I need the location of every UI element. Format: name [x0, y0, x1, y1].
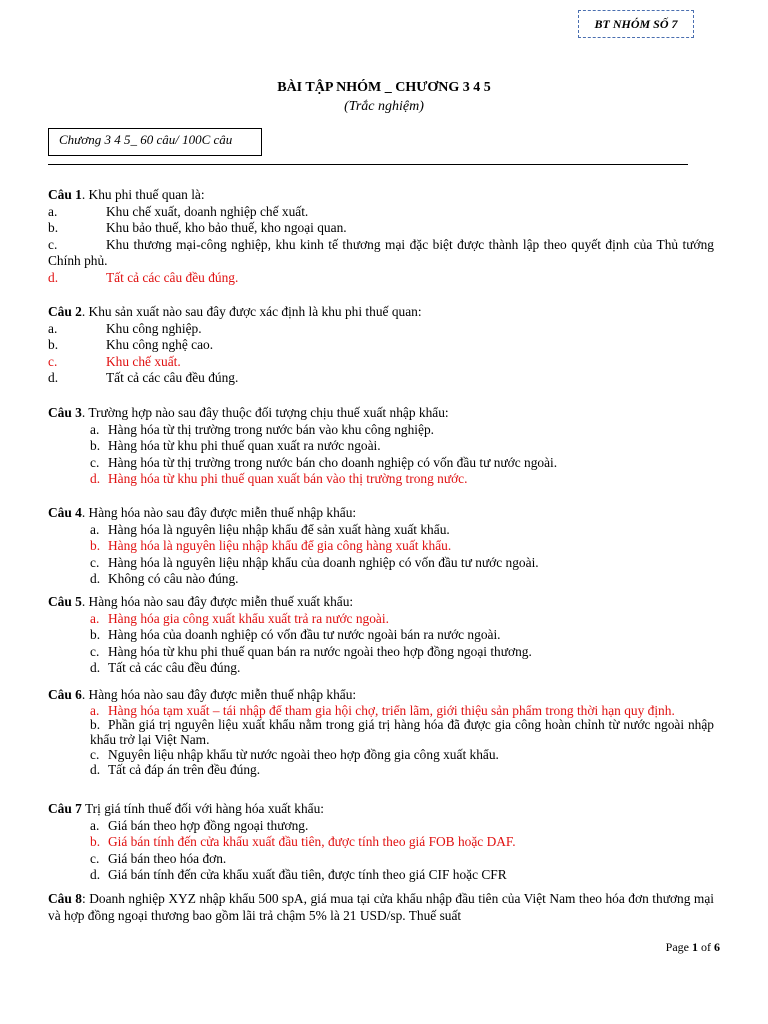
option-b: b. Khu bảo thuế, kho bảo thuế, kho ngoại quan. [48, 220, 347, 235]
divider [48, 164, 688, 165]
document-title: BÀI TẬP NHÓM _ CHƯƠNG 3 4 5 [277, 80, 491, 95]
option-c: c. Khu thương mại-công nghiệp, khu kinh tế thương mại đặc biệt được thành lập theo quyết định của Thủ tướng Chính phủ. [48, 236, 714, 268]
option-c: c. Hàng hóa từ khu phi thuế quan bán ra nước ngoài theo hợp đồng ngoại thương. [90, 643, 532, 659]
question-6: Câu 6. Hàng hóa nào sau đây được miễn thuế nhập khẩu: a. Hàng hóa tạm xuất – tái nhập để tham gia hội chợ, triển lãm, giới thiệu sản phẩm trong thời hạn quy định. b. Phần giá trị nguyên liệu xuất khẩu nằm trong giá trị hàng hóa đã được gia công hoàn chỉnh từ nước ngoài nhập khẩu trở lại Việt Nam. c. Nguyên liệu nhập khẩu từ nước ngoài theo hợp đồng gia công xuất khẩu. d. Tất cả đáp án trên đều đúng. [48, 687, 714, 777]
document-subtitle: (Trắc nghiệm) [344, 99, 424, 114]
question-5: Câu 5. Hàng hóa nào sau đây được miễn thuế xuất khẩu: a. Hàng hóa gia công xuất khẩu xuất trả ra nước ngoài. b. Hàng hóa của doanh nghiệp có vốn đầu tư nước ngoài bán ra nước ngoài. c. Hàng hóa từ khu phi thuế quan bán ra nước ngoài theo hợp đồng ngoại thương. d. Tất cả các câu đều đúng. [48, 594, 714, 677]
option-c: c. Nguyên liệu nhập khẩu từ nước ngoài theo hợp đồng gia công xuất khẩu. [90, 747, 499, 762]
option-b-answer: b. Hàng hóa là nguyên liệu nhập khẩu để gia công hàng xuất khẩu. [90, 538, 452, 553]
option-a: a. Hàng hóa là nguyên liệu nhập khẩu để sản xuất hàng xuất khẩu. [90, 521, 450, 537]
question-number: Câu 1 [48, 187, 82, 202]
option-a-answer: a. Hàng hóa tạm xuất – tái nhập để tham gia hội chợ, triển lãm, giới thiệu sản phẩm trong thời hạn quy định. [90, 702, 675, 718]
option-b: b. Hàng hóa của doanh nghiệp có vốn đầu tư nước ngoài bán ra nước ngoài. [90, 627, 501, 642]
question-2: Câu 2. Khu sản xuất nào sau đây được xác định là khu phi thuế quan: a. Khu công nghiệp. b. Khu công nghệ cao. c. Khu chế xuất. d. Tất cả các câu đều đúng. [48, 304, 714, 387]
option-b: b. Phần giá trị nguyên liệu xuất khẩu nằm trong giá trị hàng hóa đã được gia công hoàn chỉnh từ nước ngoài nhập khẩu trở lại Việt Nam. [90, 717, 714, 747]
question-8: Câu 8: Doanh nghiệp XYZ nhập khẩu 500 spA, giá mua tại cửa khẩu nhập đầu tiên của Việt Nam theo hóa đơn thương mại và hợp đồng ngoại thương bao gồm lãi trả chậm 5% là 21 USD/sp. Thuế suất [48, 891, 714, 923]
option-c: c. Hàng hóa từ thị trường trong nước bán cho doanh nghiệp có vốn đầu tư nước ngoài. [90, 454, 558, 470]
option-b: b. Hàng hóa từ khu phi thuế quan xuất ra nước ngoài. [90, 438, 381, 453]
group-badge: BT NHÓM SỐ 7 [578, 10, 694, 38]
chapter-box: Chương 3 4 5_ 60 câu/ 100C câu [48, 128, 262, 156]
option-d: d. Giá bán tính đến cửa khẩu xuất đầu tiên, được tính theo giá CIF hoặc CFR [90, 867, 507, 882]
option-a: a. Khu công nghiệp. [48, 320, 202, 336]
option-c-answer: c. Khu chế xuất. [48, 353, 181, 369]
question-1 [48, 187, 714, 286]
option-d: d. Tất cả các câu đều đúng. [48, 370, 239, 385]
option-c: c. Giá bán theo hóa đơn. [90, 850, 227, 866]
option-d: d. Tất cả đáp án trên đều đúng. [90, 762, 261, 777]
page-footer: Page 1 of 6 [665, 940, 720, 954]
option-a: a. Giá bán theo hợp đồng ngoại thương. [90, 817, 309, 833]
question-4: Câu 4. Hàng hóa nào sau đây được miễn thuế nhập khẩu: a. Hàng hóa là nguyên liệu nhập khẩu để sản xuất hàng xuất khẩu. b. Hàng hóa là nguyên liệu nhập khẩu để gia công hàng xuất khẩu. c. Hàng hóa là nguyên liệu nhập khẩu của doanh nghiệp có vốn đầu tư nước ngoài. d. Không có câu nào đúng. [48, 505, 714, 588]
option-b: b. Khu công nghệ cao. [48, 337, 214, 352]
option-b-answer: b. Giá bán tính đến cửa khẩu xuất đầu tiên, được tính theo giá FOB hoặc DAF. [90, 834, 516, 849]
option-d-answer: d. Tất cả các câu đều đúng. [48, 269, 239, 285]
question-text: . Khu phi thuế quan là: [81, 187, 205, 202]
option-a: a. Khu chế xuất, doanh nghiệp chế xuất. [48, 203, 309, 219]
option-d: d. Không có câu nào đúng. [90, 571, 239, 586]
option-d: d. Tất cả các câu đều đúng. [90, 660, 241, 675]
option-a: a. Hàng hóa từ thị trường trong nước bán vào khu công nghiệp. [90, 421, 435, 437]
question-3: Câu 3. Trường hợp nào sau đây thuộc đối tượng chịu thuế xuất nhập khẩu: a. Hàng hóa từ thị trường trong nước bán vào khu công nghiệp. b. Hàng hóa từ khu phi thuế quan xuất ra nước ngoài. c. Hàng hóa từ thị trường trong nước bán cho doanh nghiệp có vốn đầu tư nước ngoài. d. Hàng hóa từ khu phi thuế quan xuất bán vào thị trường trong nước. [48, 405, 714, 488]
option-d-answer: d. Hàng hóa từ khu phi thuế quan xuất bán vào thị trường trong nước. [90, 471, 468, 486]
option-a-answer: a. Hàng hóa gia công xuất khẩu xuất trả ra nước ngoài. [90, 610, 389, 626]
option-c: c. Hàng hóa là nguyên liệu nhập khẩu của doanh nghiệp có vốn đầu tư nước ngoài. [90, 554, 539, 570]
question-7: Câu 7 Trị giá tính thuế đối với hàng hóa xuất khẩu: a. Giá bán theo hợp đồng ngoại thương. b. Giá bán tính đến cửa khẩu xuất đầu tiên, được tính theo giá FOB hoặc DAF. c. Giá bán theo hóa đơn. d. Giá bán tính đến cửa khẩu xuất đầu tiên, được tính theo giá CIF hoặc CFR [48, 801, 714, 884]
